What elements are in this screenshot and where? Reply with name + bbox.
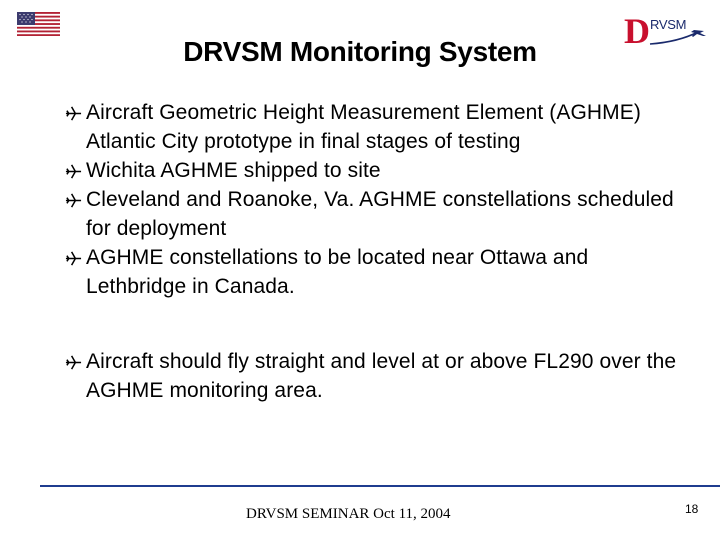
page-number: 18	[685, 502, 699, 516]
airplane-bullet-icon	[64, 163, 83, 180]
airplane-bullet-icon	[64, 354, 83, 371]
footer-text: DRVSM SEMINAR Oct 11, 2004	[246, 506, 451, 522]
drvsm-logo	[624, 11, 708, 51]
airplane-swoosh-icon	[648, 28, 706, 46]
page-title-text: DRVSM Monitoring System	[183, 36, 537, 67]
list-item	[60, 243, 680, 301]
bullet-text: Aircraft should fly straight and level at or above FL290 over the AGHME monitoring area.	[86, 350, 677, 402]
list-item	[60, 185, 680, 243]
airplane-bullet-icon	[64, 250, 83, 267]
logo-text: RVSM	[650, 17, 687, 32]
bullet-text: Cleveland and Roanoke, Va. AGHME constellations scheduled for deployment	[86, 188, 674, 240]
us-flag-icon	[17, 12, 60, 36]
list-item	[60, 156, 680, 185]
logo-letter: D	[624, 11, 650, 51]
list-item	[60, 98, 680, 156]
bullet-list	[60, 98, 680, 405]
airplane-bullet-icon	[64, 192, 83, 209]
airplane-bullet-icon	[64, 105, 83, 122]
footer-divider	[40, 485, 720, 487]
list-item	[60, 347, 680, 405]
bullet-text: AGHME constellations to be located near Ottawa and Lethbridge in Canada.	[86, 246, 589, 298]
bullet-text: Aircraft Geometric Height Measurement Element (AGHME) Atlantic City prototype in final stages of testing	[86, 101, 641, 153]
page-title	[0, 36, 720, 68]
bullet-text: Wichita AGHME shipped to site	[86, 159, 381, 182]
